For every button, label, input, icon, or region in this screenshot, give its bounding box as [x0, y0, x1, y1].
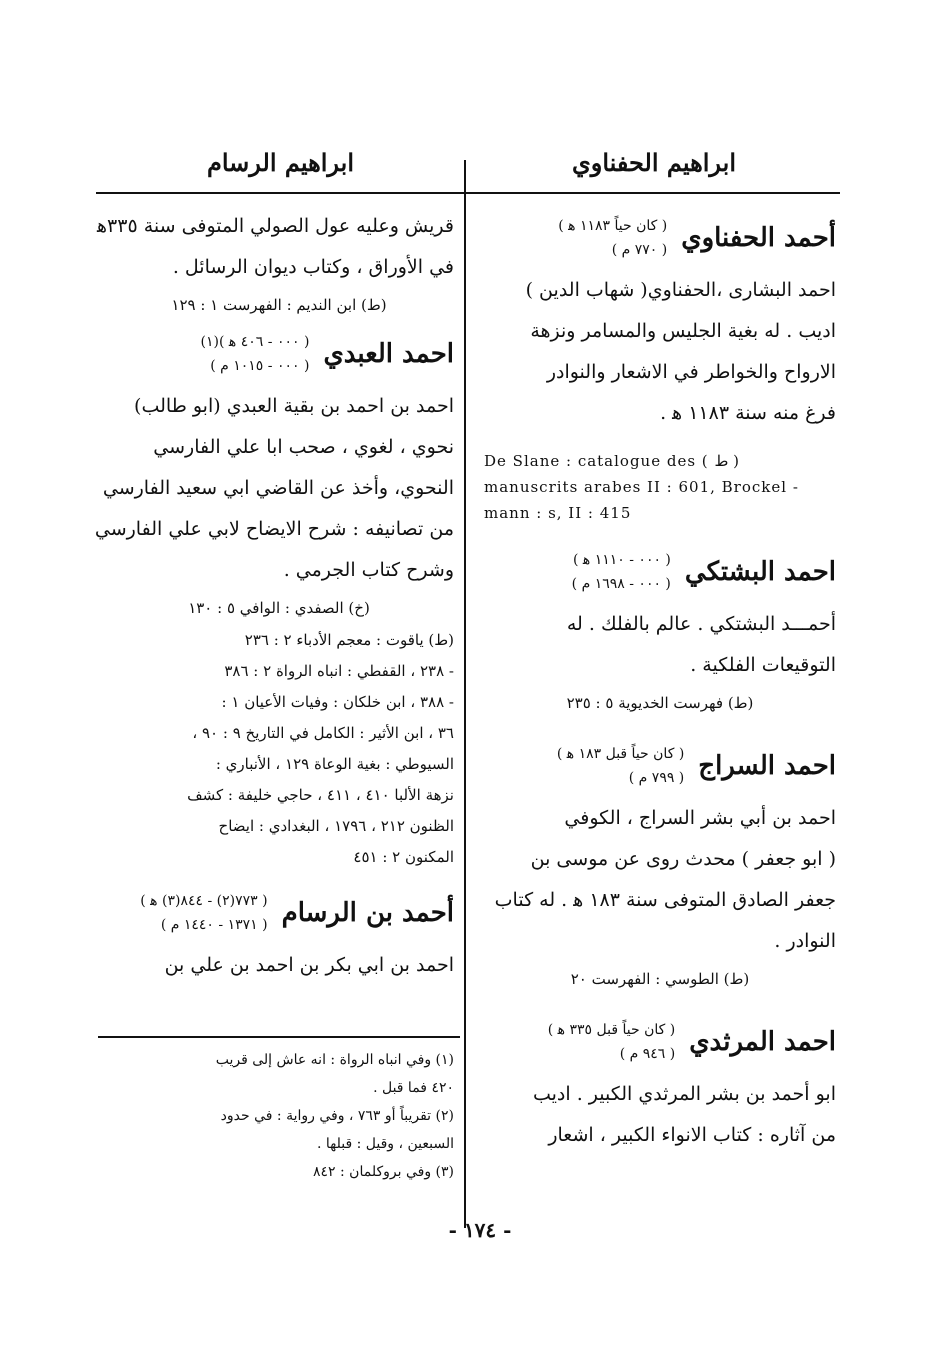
footnote-line: (٢) تقريباً أو ٧٦٣ ، وفي رواية : في حدود — [220, 1108, 454, 1124]
footnote-line: ٤٢٠ فما قبل . — [373, 1080, 454, 1096]
entry-dates: ( كان حياً قبل ١٨٣ ﻫ ) ( ٧٩٩ م ) — [556, 746, 685, 786]
running-header-left: ابراهيم الرسام — [207, 148, 354, 177]
text-line: في الأوراق ، وكتاب ديوان الرسائل . — [172, 256, 454, 278]
entry-name: أحمد الحفناوي — [681, 223, 836, 253]
right-column — [484, 206, 836, 1156]
text-line: احمد بن أبي بشر السراج ، الكوفي — [564, 807, 836, 829]
source-reference: المكنون ٢ : ٤٥١ — [353, 848, 454, 866]
entry-dates: ( كان حياً قبل ٣٣٥ ﻫ ) ( ٩٤٦ م ) — [547, 1022, 676, 1062]
text-line: ابو أحمد بن بشر المرثدي الكبير . اديب — [532, 1083, 836, 1105]
footnote-rule — [98, 1036, 460, 1038]
source-reference: الظنون ٢١٢ ، ١٧٩٦ ، البغدادي : ايضاح — [218, 817, 454, 835]
running-header-right: ابراهيم الحفناوي — [571, 148, 737, 177]
header-rule — [96, 192, 840, 194]
entry-dates: ( ٧٧٣(٢) - ٨٤٤(٣) ﻫ ) ( ١٣٧١ - ١٤٤٠ م ) — [140, 893, 268, 933]
left-column — [94, 206, 454, 986]
text-line: نحوي ، لغوي ، صحب ابا علي الفارسي — [153, 436, 454, 458]
entry-name: أحمد بن الرسام — [281, 898, 454, 928]
source-reference: - ٣٨٨ ، ابن خلكان : وفيات الأعيان ١ : — [221, 693, 454, 711]
entry-name: احمد العبدي — [323, 339, 454, 369]
text-line: ( ابو جعفر ) محدث روى عن موسى بن — [530, 848, 836, 870]
text-line: فرغ منه سنة ١١٨٣ ﻫ . — [660, 402, 836, 424]
text-line: النوادر . — [774, 930, 836, 952]
text-line: اديب . له بغية الجليس والمسامر ونزهة — [530, 320, 836, 342]
source-reference: نزهة الألبا ٤١٠ ، ٤١١ ، حاجي خليفة : كشف — [187, 786, 454, 804]
entry-dates: ( كان حياً ١١٨٣ ﻫ ) ( ٧٧٠ م ) — [558, 218, 668, 258]
entry-heading — [484, 1010, 836, 1074]
latin-reference: De Slane : catalogue des ( ط ) manuscrits arabes II : 601, Brockel - mann : s, II : 415 — [484, 452, 799, 522]
entry-heading — [484, 734, 836, 798]
entry-heading — [484, 206, 836, 270]
text-line: قريش وعليه عول الصولي المتوفى سنة ٣٣٥ﻫ — [97, 215, 454, 237]
text-line: النحوي، وأخذ عن القاضي ابي سعيد الفارسي — [102, 477, 454, 499]
source-reference: السيوطي : بغية الوعاة ١٢٩ ، الأنباري : — [215, 755, 454, 773]
text-line: الارواح والخواطر في الاشعار والنوادر — [546, 361, 836, 383]
source-reference: (ط) ياقوت : معجم الأدباء ٢ : ٢٣٦ — [244, 631, 454, 649]
text-line: وشرح كتاب الجرمي . — [283, 559, 454, 581]
footnotes — [104, 1046, 454, 1186]
text-line: أحمـــد البشتكي . عالم بالفلك . له — [566, 613, 836, 635]
text-line: من تصانيفه : شرح الايضاح لابي علي الفارسي — [94, 518, 454, 540]
source-reference: (ط) ابن النديم : الفهرست ١ : ١٢٩ — [171, 296, 387, 314]
column-divider — [464, 160, 466, 1228]
text-line: التوقيعات الفلكية . — [690, 654, 836, 676]
source-reference: - ٢٣٨ ، القفطي : انباه الرواة ٢ : ٣٨٦ — [224, 662, 454, 680]
footnote-line: (٣) وفي بروكلمان : ٨٤٢ — [313, 1164, 454, 1180]
entry-name: احمد السراج — [698, 751, 836, 781]
text-line: جعفر الصادق المتوفى سنة ١٨٣ ﻫ . له كتاب — [494, 889, 836, 911]
page-number: - ١٧٤ - — [448, 1218, 512, 1242]
source-reference: (ط) فهرست الخديوية ٥ : ٢٣٥ — [566, 694, 754, 712]
entry-name: احمد البشتكي — [684, 557, 836, 587]
footnote-line: السبعين ، وقيل : قبلها . — [317, 1136, 454, 1152]
source-reference: ٣٦ ، ابن الأثير : الكامل في التاريخ ٩ : ٩٠ ، — [192, 724, 454, 742]
entry-dates: ( ٠٠٠ - ١١١٠ ﻫ ) ( ٠٠٠ - ١٦٩٨ م ) — [571, 552, 671, 592]
entry-heading — [484, 540, 836, 604]
source-reference: (خ) الصفدي : الوافي ٥ : ١٣٠ — [188, 599, 370, 617]
source-reference: (ط) الطوسي : الفهرست ٢٠ — [570, 970, 750, 988]
entry-dates: ( ٠٠٠ - ٤٠٦ ﻫ )(١) ( ٠٠٠ - ١٠١٥ م ) — [200, 334, 310, 374]
text-line: احمد البشارى ،الحفناوي( شهاب الدين ) — [525, 279, 836, 301]
text-line: احمد بن احمد بن بقية العبدي (ابو طالب) — [134, 395, 454, 417]
entry-heading — [104, 322, 454, 386]
text-line: من آثاره : كتاب الانواء الكبير ، اشعار — [548, 1124, 836, 1146]
entry-heading — [104, 881, 454, 945]
footnote-line: (١) وفي انباه الرواة : انه عاش إلى قريب — [215, 1052, 454, 1068]
text-line: احمد بن ابي بكر بن احمد بن علي بن — [164, 954, 454, 976]
entry-name: احمد المرثدي — [689, 1027, 836, 1057]
